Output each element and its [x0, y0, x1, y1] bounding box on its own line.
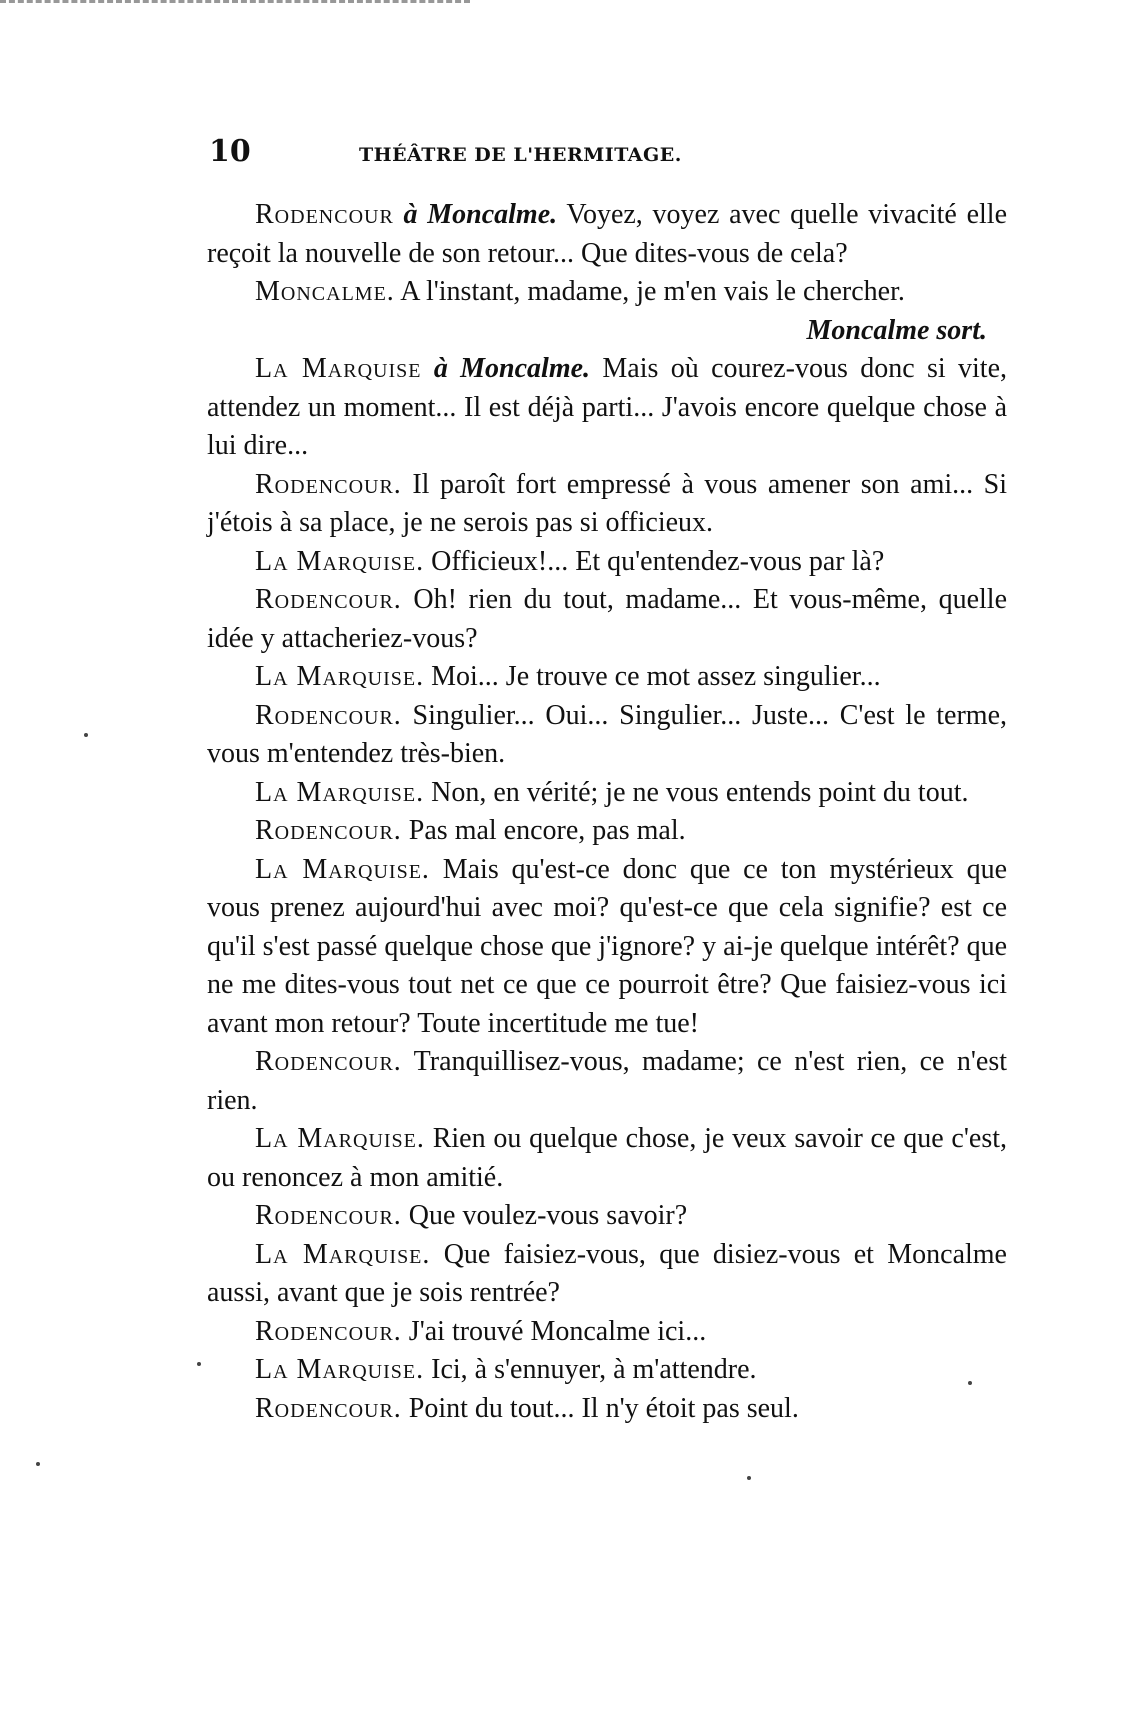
speaker-name: Rodencour.: [255, 1200, 402, 1231]
speech-text: Singulier... Oui... Singulier... Juste... C'est le terme, vous m'entendez très-bien.: [207, 699, 1007, 769]
speaker-name: La Marquise.: [255, 1238, 431, 1270]
speaker-name: La Marquise.: [255, 545, 425, 577]
speech: [207, 1390, 1007, 1429]
speech: [207, 812, 1007, 851]
speech: [207, 196, 1007, 273]
speech: [207, 774, 1007, 813]
speech-text: Pas mal encore, pas mal.: [408, 815, 686, 846]
stage-direction: [207, 312, 1007, 351]
speech: [207, 273, 1007, 312]
speaker-name: Moncalme.: [255, 276, 395, 307]
speech: [207, 851, 1007, 1044]
speaker-name: La Marquise.: [255, 661, 425, 692]
speech-text: Officieux!... Et qu'entendez-vous par là?: [431, 545, 885, 577]
speech-text: Voyez, voyez avec quelle vivacité elle reçoit la nouvelle de son retour... Que dites-vous de cela?: [207, 199, 1007, 269]
scan-speck: [197, 1362, 201, 1366]
speaker-name: La Marquise.: [255, 1354, 425, 1385]
speaker-direction: à Moncalme.: [433, 353, 591, 384]
speech: [207, 581, 1007, 658]
speaker-name: Rodencour.: [255, 468, 402, 500]
scan-speck: [36, 1462, 40, 1466]
speech-text: Oh! rien du tout, madame... Et vous-même, quelle idée y attacheriez-vous?: [207, 584, 1007, 654]
speech-text: Mais où courez-vous donc si vite, attendez un moment... Il est déjà parti... J'avois encore quelque chose à lui dire...: [207, 353, 1008, 461]
page-header: [209, 134, 769, 174]
speech-text: Non, en vérité; je ne vous entends point du tout.: [431, 776, 969, 808]
speech: [207, 1313, 1007, 1352]
scan-speck: [968, 1381, 972, 1385]
speech-text: Tranquillisez-vous, madame; ce n'est rien, ce n'est rien.: [207, 1046, 1008, 1116]
speech: [207, 1043, 1007, 1120]
speaker-name: La Marquise.: [255, 776, 425, 808]
speaker-name: La Marquise: [255, 353, 422, 384]
speech-text: Ici, à s'ennuyer, à m'attendre.: [431, 1354, 757, 1385]
speech-text: Mais qu'est-ce donc que ce ton mystérieux que vous prenez aujourd'hui avec moi? qu'est-ce que cela signifie? est ce qu'il s'est passé quelque chose que j'ignore? y ai-je quelque intérêt? que ne me dites-vous tout net ce que ce pourroit être? Que faisiez-vous ici avant mon retour? Toute incertitude me tue!: [207, 853, 1007, 1039]
stage-direction-text: Moncalme sort.: [806, 314, 987, 346]
speech-text: A l'instant, madame, je m'en vais le chercher.: [400, 276, 905, 307]
speech: [207, 658, 1007, 697]
scan-speck: [84, 733, 88, 737]
speech: [207, 1236, 1007, 1313]
speaker-name: Rodencour.: [255, 699, 402, 731]
play-text: [207, 196, 1007, 1428]
page-number: 10: [209, 134, 251, 169]
speech-text: Rien ou quelque chose, je veux savoir ce que c'est, ou renoncez à mon amitié.: [207, 1123, 1007, 1193]
speech: [207, 350, 1007, 466]
speaker-name: Rodencour.: [255, 584, 402, 615]
speaker-name: Rodencour: [255, 199, 394, 230]
speaker-direction: à Moncalme.: [403, 199, 558, 230]
speaker-name: Rodencour.: [255, 815, 402, 846]
running-title: THÉÂTRE DE L'HERMITAGE.: [359, 144, 682, 166]
speech-text: Que faisiez-vous, que disiez-vous et Moncalme aussi, avant que je sois rentrée?: [207, 1238, 1007, 1308]
speech-text: Moi... Je trouve ce mot assez singulier...: [431, 661, 881, 692]
speech: [207, 1351, 1007, 1390]
scan-edge-mark: [0, 0, 470, 9]
speaker-name: Rodencour.: [255, 1315, 402, 1347]
speech: [207, 466, 1007, 543]
speaker-name: La Marquise.: [255, 853, 430, 885]
speech-text: Point du tout... Il n'y étoit pas seul.: [408, 1392, 799, 1424]
speech: [207, 1120, 1007, 1197]
speech-text: Il paroît fort empressé à vous amener son ami... Si j'étois à sa place, je ne serois pas si officieux.: [207, 468, 1008, 538]
speech-text: J'ai trouvé Moncalme ici...: [408, 1315, 707, 1347]
speech-text: Que voulez-vous savoir?: [408, 1200, 688, 1231]
speaker-name: La Marquise.: [255, 1123, 425, 1154]
scan-speck: [747, 1476, 751, 1480]
speech: [207, 697, 1007, 774]
speaker-name: Rodencour.: [255, 1046, 402, 1077]
speech: [207, 543, 1007, 582]
speech: [207, 1197, 1007, 1236]
speaker-name: Rodencour.: [255, 1392, 402, 1424]
